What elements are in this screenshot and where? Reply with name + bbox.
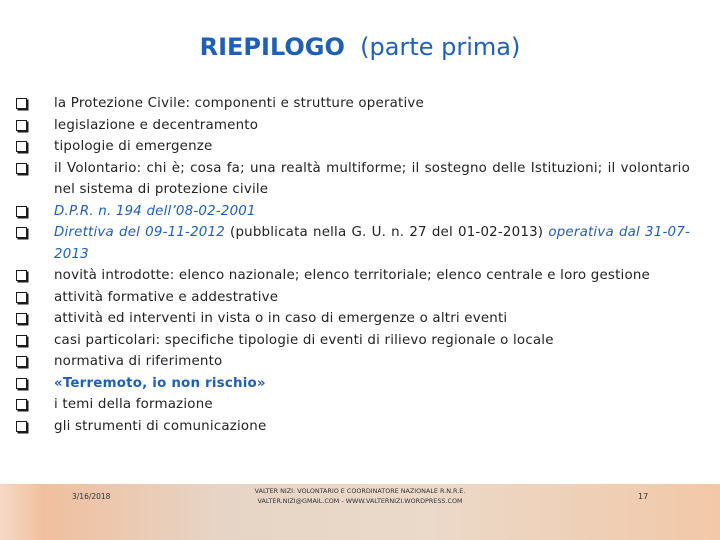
checkbox-bullet-icon [16,378,27,389]
list-item: «Terremoto, io non rischio» [16,373,690,395]
list-item: attività formative e addestrative [16,287,690,309]
checkbox-bullet-icon [16,421,27,432]
footer-contacts: VALTER.NIZI@GMAIL.COM - WWW.VALTERNIZI.WORDPRESS.COM [257,497,463,505]
checkbox-bullet-icon [16,270,27,281]
checkbox-bullet-icon [16,163,27,174]
checkbox-bullet-icon [16,335,27,346]
footer-date: 3/16/2018 [72,492,111,501]
list-item: tipologie di emergenze [16,136,690,158]
title-subtitle: (parte prima) [360,33,521,61]
list-item: D.P.R. n. 194 dell’08-02-2001 [16,201,690,223]
checkbox-bullet-icon [16,399,27,410]
list-item: novità introdotte: elenco nazionale; elenco territoriale; elenco centrale e loro gestione [16,265,690,287]
page-number: 17 [638,492,649,501]
checkbox-bullet-icon [16,141,27,152]
checkbox-bullet-icon [16,356,27,367]
list-item: legislazione e decentramento [16,115,690,137]
checkbox-bullet-icon [16,292,27,303]
slide-title [0,30,720,64]
list-item: gli strumenti di comunicazione [16,416,690,438]
list-item: casi particolari: specifiche tipologie di eventi di rilievo regionale o locale [16,330,690,352]
summary-list [16,93,690,437]
list-item: il Volontario: chi è; cosa fa; una realtà multiforme; il sostegno delle Istituzioni; il volontario nel sistema di protezione civile [16,158,690,201]
list-item: attività ed interventi in vista o in caso di emergenze o altri eventi [16,308,690,330]
footer-credits [180,486,540,506]
list-item: i temi della formazione [16,394,690,416]
list-item: Direttiva del 09-11-2012 (pubblicata nella G. U. n. 27 del 01-02-2013) operativa dal 31-07-2013 [16,222,690,265]
checkbox-bullet-icon [16,313,27,324]
footer-author: VALTER NIZI: VOLONTARIO E COORDINATORE NAZIONALE R.N.R.E. [254,487,466,495]
list-item: la Protezione Civile: componenti e strutture operative [16,93,690,115]
checkbox-bullet-icon [16,206,27,217]
list-item: normativa di riferimento [16,351,690,373]
checkbox-bullet-icon [16,98,27,109]
title-main: RIEPILOGO [199,33,345,61]
checkbox-bullet-icon [16,120,27,131]
checkbox-bullet-icon [16,227,27,238]
